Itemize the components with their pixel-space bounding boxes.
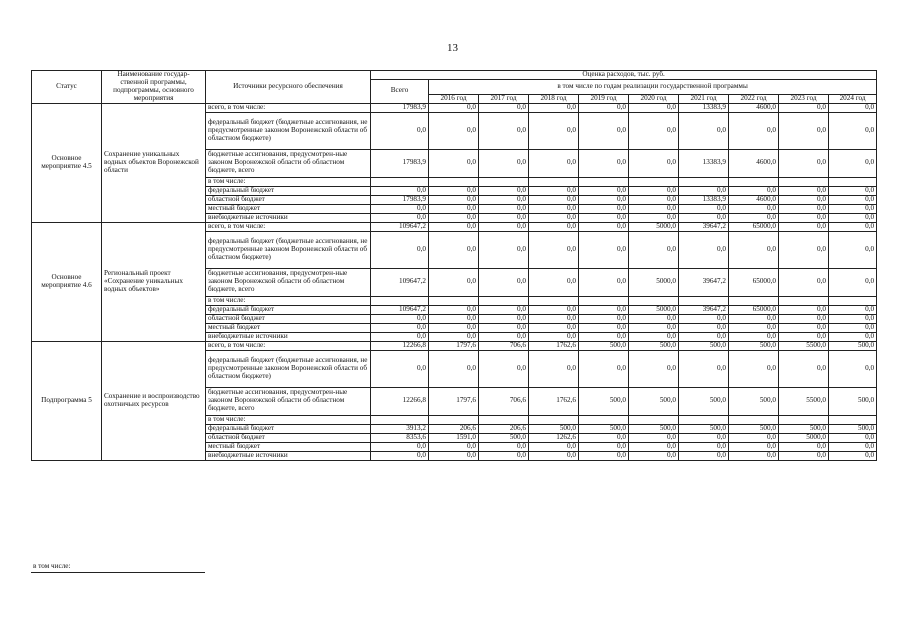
- header-year: 2018 год: [529, 94, 579, 103]
- funding-source: в том числе:: [206, 296, 371, 305]
- amount-year: 0,0: [479, 451, 529, 460]
- amount-year: 500,0: [579, 341, 629, 350]
- amount-year: 500,0: [729, 424, 779, 433]
- amount-year: 39647,2: [679, 268, 729, 296]
- amount-year: 0,0: [729, 231, 779, 268]
- amount-year: 0,0: [629, 314, 679, 323]
- amount-year: 0,0: [779, 231, 829, 268]
- amount-year: 0,0: [579, 451, 629, 460]
- amount-year: 0,0: [779, 213, 829, 222]
- amount-total: 12266,8: [371, 341, 429, 350]
- amount-year: [579, 177, 629, 186]
- amount-year: 0,0: [529, 305, 579, 314]
- amount-year: 206,6: [429, 424, 479, 433]
- funding-source: всего, в том числе:: [206, 341, 371, 350]
- amount-year: 0,0: [729, 213, 779, 222]
- amount-year: 0,0: [429, 103, 479, 112]
- amount-year: 0,0: [479, 195, 529, 204]
- funding-source: местный бюджет: [206, 442, 371, 451]
- table-row: [32, 341, 877, 350]
- amount-year: 0,0: [829, 231, 877, 268]
- amount-year: 0,0: [529, 350, 579, 387]
- amount-year: [679, 177, 729, 186]
- funding-source: федеральный бюджет: [206, 305, 371, 314]
- amount-year: 5000,0: [629, 222, 679, 231]
- funding-source: в том числе:: [206, 415, 371, 424]
- amount-year: 13383,9: [679, 195, 729, 204]
- amount-total: 0,0: [371, 186, 429, 195]
- amount-year: 0,0: [679, 204, 729, 213]
- amount-total: [371, 177, 429, 186]
- amount-year: 0,0: [829, 305, 877, 314]
- amount-year: 0,0: [579, 268, 629, 296]
- amount-total: 0,0: [371, 204, 429, 213]
- amount-year: 0,0: [779, 314, 829, 323]
- amount-year: 0,0: [779, 112, 829, 149]
- amount-year: 0,0: [779, 195, 829, 204]
- amount-year: [629, 296, 679, 305]
- amount-total: 17983,9: [371, 103, 429, 112]
- amount-year: 0,0: [429, 268, 479, 296]
- amount-total: 109647,2: [371, 305, 429, 314]
- header-sources: Источники ресурсного обеспечения: [206, 71, 371, 104]
- amount-year: 0,0: [629, 442, 679, 451]
- amount-year: 1762,6: [529, 387, 579, 415]
- amount-year: 0,0: [629, 204, 679, 213]
- amount-year: 0,0: [429, 112, 479, 149]
- amount-year: 0,0: [729, 350, 779, 387]
- amount-year: 0,0: [629, 433, 679, 442]
- amount-year: 0,0: [479, 305, 529, 314]
- amount-year: 0,0: [779, 305, 829, 314]
- amount-total: [371, 296, 429, 305]
- amount-year: 0,0: [629, 231, 679, 268]
- amount-year: 0,0: [679, 112, 729, 149]
- amount-year: [679, 296, 729, 305]
- row-program-name: Региональный проект «Сохранение уникальных водных объектов»: [102, 222, 206, 341]
- amount-year: 0,0: [629, 350, 679, 387]
- amount-year: 39647,2: [679, 305, 729, 314]
- funding-source: местный бюджет: [206, 204, 371, 213]
- header-estimate: Оценка расходов, тыс. руб.: [371, 71, 877, 80]
- amount-year: 0,0: [679, 323, 729, 332]
- amount-year: 0,0: [429, 231, 479, 268]
- amount-year: 0,0: [629, 195, 679, 204]
- funding-source: областной бюджет: [206, 195, 371, 204]
- amount-year: [429, 415, 479, 424]
- amount-year: 0,0: [829, 323, 877, 332]
- row-program-name: Сохранение и воспроизводство охотничьих ресурсов: [102, 341, 206, 460]
- header-status: Статус: [32, 71, 102, 104]
- amount-year: 0,0: [479, 112, 529, 149]
- amount-year: 0,0: [729, 451, 779, 460]
- amount-year: 0,0: [829, 195, 877, 204]
- header-year: 2019 год: [579, 94, 629, 103]
- amount-year: 4600,0: [729, 149, 779, 177]
- amount-year: 0,0: [479, 442, 529, 451]
- funding-source: всего, в том числе:: [206, 222, 371, 231]
- amount-year: 65000,0: [729, 222, 779, 231]
- funding-source: федеральный бюджет (бюджетные ассигнования, не предусмотренные законом Воронежской области об областном бюджете): [206, 112, 371, 149]
- amount-year: 0,0: [629, 323, 679, 332]
- amount-total: 17983,9: [371, 149, 429, 177]
- amount-total: 0,0: [371, 213, 429, 222]
- funding-source: федеральный бюджет: [206, 186, 371, 195]
- amount-year: 0,0: [479, 231, 529, 268]
- amount-year: [729, 296, 779, 305]
- amount-year: 0,0: [529, 323, 579, 332]
- amount-year: 0,0: [579, 103, 629, 112]
- amount-year: 0,0: [429, 323, 479, 332]
- amount-year: 0,0: [479, 149, 529, 177]
- amount-year: 5000,0: [629, 268, 679, 296]
- amount-year: 0,0: [729, 314, 779, 323]
- amount-year: [779, 296, 829, 305]
- amount-year: 500,0: [829, 424, 877, 433]
- amount-year: [579, 415, 629, 424]
- amount-year: 0,0: [829, 442, 877, 451]
- amount-year: 0,0: [429, 195, 479, 204]
- amount-year: 0,0: [829, 350, 877, 387]
- funding-source: областной бюджет: [206, 314, 371, 323]
- amount-year: 0,0: [779, 186, 829, 195]
- amount-year: 0,0: [679, 451, 729, 460]
- amount-year: 0,0: [579, 204, 629, 213]
- amount-total: [371, 415, 429, 424]
- amount-year: 0,0: [579, 442, 629, 451]
- amount-year: 13383,9: [679, 149, 729, 177]
- amount-year: 0,0: [729, 204, 779, 213]
- amount-year: [529, 296, 579, 305]
- funding-source: областной бюджет: [206, 433, 371, 442]
- amount-year: 0,0: [729, 433, 779, 442]
- amount-year: 0,0: [829, 268, 877, 296]
- amount-year: 0,0: [429, 442, 479, 451]
- amount-year: 0,0: [679, 186, 729, 195]
- amount-year: 206,6: [479, 424, 529, 433]
- amount-year: 0,0: [529, 442, 579, 451]
- amount-total: 0,0: [371, 231, 429, 268]
- amount-year: 0,0: [829, 433, 877, 442]
- amount-total: 109647,2: [371, 268, 429, 296]
- header-by-years: в том числе по годам реализации государственной программы: [429, 80, 877, 95]
- amount-year: 500,0: [679, 424, 729, 433]
- amount-year: 0,0: [429, 222, 479, 231]
- amount-year: 0,0: [679, 433, 729, 442]
- amount-year: 0,0: [779, 451, 829, 460]
- amount-year: 0,0: [579, 213, 629, 222]
- amount-year: 0,0: [529, 268, 579, 296]
- amount-year: 4600,0: [729, 103, 779, 112]
- amount-year: [729, 415, 779, 424]
- amount-year: 0,0: [529, 186, 579, 195]
- funding-source: местный бюджет: [206, 323, 371, 332]
- amount-year: 0,0: [479, 213, 529, 222]
- row-status: Подпрограмма 5: [32, 341, 102, 460]
- amount-year: 0,0: [479, 323, 529, 332]
- amount-year: [679, 415, 729, 424]
- amount-year: [579, 296, 629, 305]
- table-row: [32, 103, 877, 112]
- header-name: Наименование государ-ственной программы, подпрограммы, основного мероприятия: [102, 71, 206, 104]
- amount-year: 0,0: [679, 231, 729, 268]
- funding-source: федеральный бюджет (бюджетные ассигнования, не предусмотренные законом Воронежской области об областном бюджете): [206, 231, 371, 268]
- funding-source: бюджетные ассигнования, предусмотрен-ные законом Воронежской области об областном бюджете, всего: [206, 387, 371, 415]
- amount-year: [479, 296, 529, 305]
- amount-year: 0,0: [529, 231, 579, 268]
- amount-total: 17983,9: [371, 195, 429, 204]
- amount-year: [429, 296, 479, 305]
- amount-total: 0,0: [371, 451, 429, 460]
- amount-year: 500,0: [529, 424, 579, 433]
- amount-year: 0,0: [429, 332, 479, 341]
- amount-year: 0,0: [629, 112, 679, 149]
- header-total: Всего: [371, 80, 429, 104]
- amount-year: 0,0: [829, 314, 877, 323]
- amount-year: 0,0: [679, 442, 729, 451]
- amount-year: 0,0: [579, 305, 629, 314]
- amount-total: 8353,6: [371, 433, 429, 442]
- amount-year: 500,0: [629, 341, 679, 350]
- amount-year: 500,0: [479, 433, 529, 442]
- header-year: 2017 год: [479, 94, 529, 103]
- amount-year: 0,0: [829, 186, 877, 195]
- amount-year: 0,0: [779, 332, 829, 341]
- amount-year: 0,0: [729, 332, 779, 341]
- header-year: 2022 год: [729, 94, 779, 103]
- amount-year: [779, 177, 829, 186]
- amount-year: 0,0: [829, 204, 877, 213]
- amount-year: [829, 177, 877, 186]
- amount-year: 0,0: [579, 195, 629, 204]
- amount-total: 0,0: [371, 323, 429, 332]
- amount-year: 0,0: [779, 204, 829, 213]
- amount-year: 0,0: [679, 314, 729, 323]
- amount-year: 0,0: [579, 149, 629, 177]
- amount-year: [629, 415, 679, 424]
- amount-year: 0,0: [579, 231, 629, 268]
- amount-year: 0,0: [679, 332, 729, 341]
- header-year: 2016 год: [429, 94, 479, 103]
- amount-year: 0,0: [579, 314, 629, 323]
- amount-total: 0,0: [371, 314, 429, 323]
- amount-year: 0,0: [779, 222, 829, 231]
- amount-year: 0,0: [829, 222, 877, 231]
- amount-total: 0,0: [371, 350, 429, 387]
- amount-year: 0,0: [529, 149, 579, 177]
- funding-source: федеральный бюджет (бюджетные ассигнования, не предусмотренные законом Воронежской области об областном бюджете): [206, 350, 371, 387]
- amount-total: 0,0: [371, 442, 429, 451]
- amount-year: 39647,2: [679, 222, 729, 231]
- footer-note: в том числе:: [33, 562, 71, 570]
- amount-year: 0,0: [829, 149, 877, 177]
- funding-source: в том числе:: [206, 177, 371, 186]
- amount-total: 0,0: [371, 112, 429, 149]
- amount-year: 1762,6: [529, 341, 579, 350]
- amount-year: [529, 177, 579, 186]
- header-year: 2024 год: [829, 94, 877, 103]
- amount-year: 500,0: [729, 341, 779, 350]
- amount-year: 0,0: [829, 332, 877, 341]
- amount-year: 0,0: [779, 442, 829, 451]
- amount-year: 0,0: [479, 222, 529, 231]
- amount-year: 1262,6: [529, 433, 579, 442]
- amount-year: 0,0: [829, 103, 877, 112]
- amount-year: 0,0: [729, 112, 779, 149]
- amount-year: 0,0: [779, 149, 829, 177]
- amount-year: 0,0: [829, 112, 877, 149]
- header-year: 2023 год: [779, 94, 829, 103]
- amount-year: 0,0: [779, 350, 829, 387]
- amount-year: [829, 296, 877, 305]
- amount-year: [829, 415, 877, 424]
- amount-year: [629, 177, 679, 186]
- amount-year: 1797,6: [429, 341, 479, 350]
- amount-year: 13383,9: [679, 103, 729, 112]
- budget-table: [31, 70, 877, 461]
- amount-year: 0,0: [579, 186, 629, 195]
- amount-year: 706,6: [479, 387, 529, 415]
- amount-year: 0,0: [429, 149, 479, 177]
- amount-year: 0,0: [479, 204, 529, 213]
- amount-year: 0,0: [529, 332, 579, 341]
- amount-year: 500,0: [629, 424, 679, 433]
- amount-total: 109647,2: [371, 222, 429, 231]
- amount-year: 0,0: [579, 332, 629, 341]
- amount-total: 12266,8: [371, 387, 429, 415]
- funding-source: внебюджетные источники: [206, 332, 371, 341]
- amount-year: 500,0: [629, 387, 679, 415]
- row-status: Основное мероприятие 4.5: [32, 103, 102, 222]
- amount-year: 0,0: [529, 451, 579, 460]
- funding-source: бюджетные ассигнования, предусмотрен-ные законом Воронежской области об областном бюджете, всего: [206, 268, 371, 296]
- row-program-name: Сохранение уникальных водных объектов Воронежской области: [102, 103, 206, 222]
- amount-year: 500,0: [679, 387, 729, 415]
- funding-source: бюджетные ассигнования, предусмотрен-ные законом Воронежской области об областном бюджете, всего: [206, 149, 371, 177]
- funding-source: федеральный бюджет: [206, 424, 371, 433]
- amount-year: 0,0: [579, 112, 629, 149]
- funding-source: внебюджетные источники: [206, 213, 371, 222]
- amount-year: 0,0: [729, 186, 779, 195]
- amount-total: 0,0: [371, 332, 429, 341]
- amount-year: 0,0: [479, 314, 529, 323]
- amount-year: 0,0: [729, 323, 779, 332]
- amount-year: 0,0: [529, 314, 579, 323]
- amount-year: 0,0: [629, 149, 679, 177]
- table-row: [32, 222, 877, 231]
- amount-year: 500,0: [829, 387, 877, 415]
- amount-year: 500,0: [679, 341, 729, 350]
- amount-year: 0,0: [529, 103, 579, 112]
- amount-year: 0,0: [829, 213, 877, 222]
- amount-year: 0,0: [779, 323, 829, 332]
- amount-year: 0,0: [479, 268, 529, 296]
- header-year: 2020 год: [629, 94, 679, 103]
- amount-year: 0,0: [429, 213, 479, 222]
- amount-year: 500,0: [829, 341, 877, 350]
- amount-year: 0,0: [529, 195, 579, 204]
- amount-year: 0,0: [579, 222, 629, 231]
- amount-year: 0,0: [429, 204, 479, 213]
- amount-year: [429, 177, 479, 186]
- header-year: 2021 год: [679, 94, 729, 103]
- amount-year: 0,0: [429, 314, 479, 323]
- amount-year: 0,0: [479, 350, 529, 387]
- amount-year: 0,0: [729, 442, 779, 451]
- amount-year: 0,0: [479, 186, 529, 195]
- amount-year: 0,0: [529, 222, 579, 231]
- funding-source: внебюджетные источники: [206, 451, 371, 460]
- amount-year: 0,0: [429, 186, 479, 195]
- amount-year: [479, 415, 529, 424]
- amount-year: 0,0: [679, 213, 729, 222]
- amount-year: [779, 415, 829, 424]
- amount-year: 1591,0: [429, 433, 479, 442]
- amount-year: 0,0: [779, 103, 829, 112]
- amount-year: 0,0: [579, 323, 629, 332]
- table-body: [32, 103, 877, 460]
- amount-year: 500,0: [579, 424, 629, 433]
- footer-rule: [31, 572, 205, 573]
- funding-source: всего, в том числе:: [206, 103, 371, 112]
- amount-year: 0,0: [679, 350, 729, 387]
- amount-year: 0,0: [629, 451, 679, 460]
- amount-year: 4600,0: [729, 195, 779, 204]
- amount-year: 0,0: [829, 451, 877, 460]
- amount-year: 0,0: [479, 103, 529, 112]
- amount-year: [479, 177, 529, 186]
- amount-year: 0,0: [629, 103, 679, 112]
- amount-year: 65000,0: [729, 305, 779, 314]
- amount-year: 0,0: [529, 204, 579, 213]
- amount-year: 0,0: [529, 112, 579, 149]
- amount-year: 0,0: [629, 332, 679, 341]
- amount-year: 706,6: [479, 341, 529, 350]
- amount-year: 0,0: [429, 350, 479, 387]
- amount-year: 0,0: [429, 305, 479, 314]
- amount-year: 0,0: [479, 332, 529, 341]
- amount-total: 3913,2: [371, 424, 429, 433]
- amount-year: 500,0: [779, 424, 829, 433]
- amount-year: 65000,0: [729, 268, 779, 296]
- table-header: [32, 71, 877, 104]
- amount-year: 5000,0: [629, 305, 679, 314]
- amount-year: 500,0: [729, 387, 779, 415]
- amount-year: [729, 177, 779, 186]
- amount-year: [529, 415, 579, 424]
- amount-year: 0,0: [629, 213, 679, 222]
- amount-year: 0,0: [779, 268, 829, 296]
- amount-year: 1797,6: [429, 387, 479, 415]
- amount-year: 0,0: [579, 433, 629, 442]
- amount-year: 0,0: [629, 186, 679, 195]
- amount-year: 0,0: [429, 451, 479, 460]
- amount-year: 5500,0: [779, 341, 829, 350]
- amount-year: 500,0: [579, 387, 629, 415]
- amount-year: 0,0: [529, 213, 579, 222]
- amount-year: 5000,0: [779, 433, 829, 442]
- row-status: Основное мероприятие 4.6: [32, 222, 102, 341]
- amount-year: 5500,0: [779, 387, 829, 415]
- page-number: 13: [447, 42, 458, 54]
- amount-year: 0,0: [579, 350, 629, 387]
